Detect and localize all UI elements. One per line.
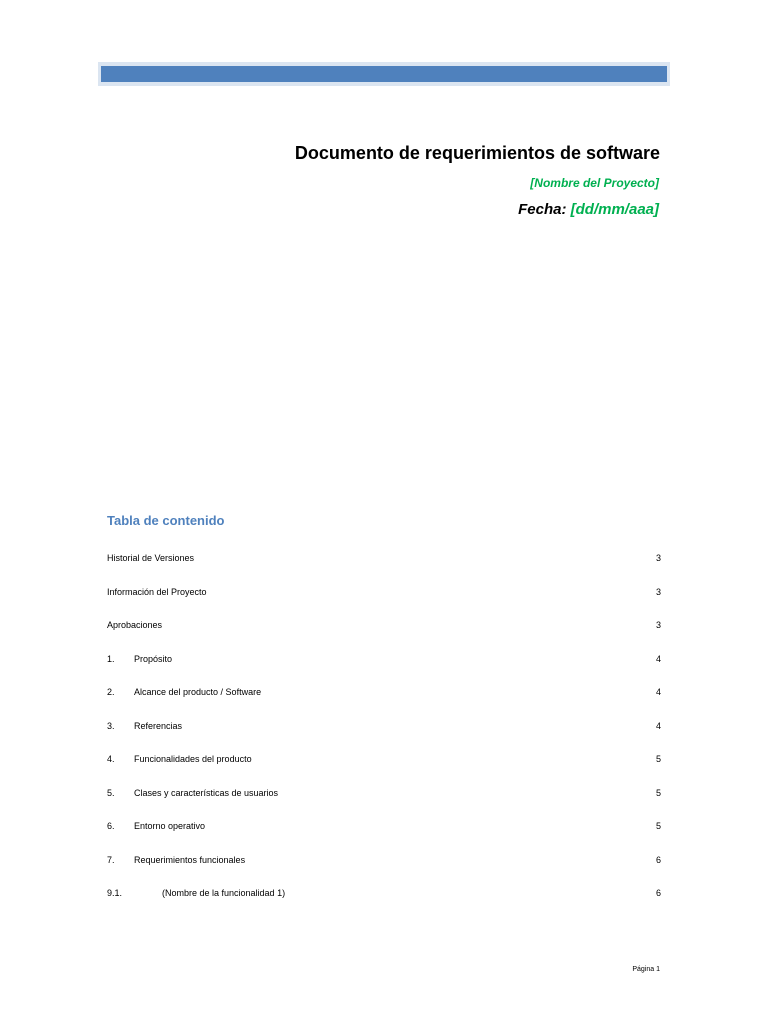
toc-entry[interactable]	[107, 651, 661, 685]
toc-entry[interactable]	[107, 617, 661, 651]
toc-entry-title[interactable]: (Nombre de la funcionalidad 1)	[162, 888, 286, 898]
toc-entry-page: 4	[655, 687, 661, 697]
toc-entry-title[interactable]: Clases y características de usuarios	[134, 787, 279, 798]
toc-entry-page: 5	[655, 787, 661, 798]
toc-entry-title[interactable]: Alcance del producto / Software	[134, 687, 262, 697]
toc-entry-number: 3.	[107, 720, 115, 731]
toc-entry-number: 6.	[107, 821, 115, 831]
toc-entry-page: 4	[655, 653, 661, 664]
toc-entry[interactable]	[107, 818, 661, 852]
document-title: Documento de requerimientos de software	[294, 143, 660, 163]
toc-entry[interactable]	[107, 852, 661, 886]
toc-entry-title[interactable]: Historial de Versiones	[107, 553, 195, 563]
toc-entry-title[interactable]: Funcionalidades del producto	[134, 754, 252, 764]
toc-entry[interactable]	[107, 550, 661, 584]
project-name: [Nombre del Proyecto]	[530, 176, 659, 190]
toc-entry[interactable]	[107, 584, 661, 618]
toc-entry-number: 2.	[107, 687, 115, 697]
toc-entry-page: 5	[655, 754, 661, 764]
date-line	[518, 201, 659, 218]
toc-entry[interactable]	[107, 885, 661, 919]
date-value: [dd/mm/aaa]	[570, 201, 659, 218]
toc-entry-number: 5.	[107, 787, 115, 798]
toc-entry-number: 9.1.	[107, 888, 123, 898]
toc-entry-page: 6	[655, 888, 661, 898]
toc-entry-title[interactable]: Propósito	[134, 653, 173, 664]
toc-entry-page: 6	[655, 854, 661, 865]
toc-entry[interactable]	[107, 785, 661, 819]
toc-entry[interactable]	[107, 718, 661, 752]
page-number: Página 1	[632, 966, 660, 973]
toc-entry-number: 4.	[107, 754, 115, 764]
toc-entry-page: 3	[655, 553, 661, 563]
toc-entry[interactable]	[107, 684, 661, 718]
toc-entry-title[interactable]: Información del Proyecto	[107, 586, 207, 597]
toc-entry-number: 1.	[107, 653, 115, 664]
toc-entry-title[interactable]: Entorno operativo	[134, 821, 206, 831]
toc-entry-title[interactable]: Aprobaciones	[107, 620, 163, 630]
table-of-contents	[107, 550, 661, 919]
toc-heading: Tabla de contenido	[107, 513, 225, 528]
header-bar	[98, 62, 670, 86]
toc-entry[interactable]	[107, 751, 661, 785]
toc-entry-number: 7.	[107, 854, 115, 865]
toc-entry-title[interactable]: Referencias	[134, 720, 183, 731]
toc-entry-page: 3	[655, 620, 661, 630]
date-label: Fecha:	[518, 201, 567, 218]
toc-entry-page: 4	[655, 720, 661, 731]
toc-entry-page: 5	[655, 821, 661, 831]
toc-entry-page: 3	[655, 586, 661, 597]
toc-entry-title[interactable]: Requerimientos funcionales	[134, 854, 246, 865]
header-bar-fill	[101, 66, 667, 82]
